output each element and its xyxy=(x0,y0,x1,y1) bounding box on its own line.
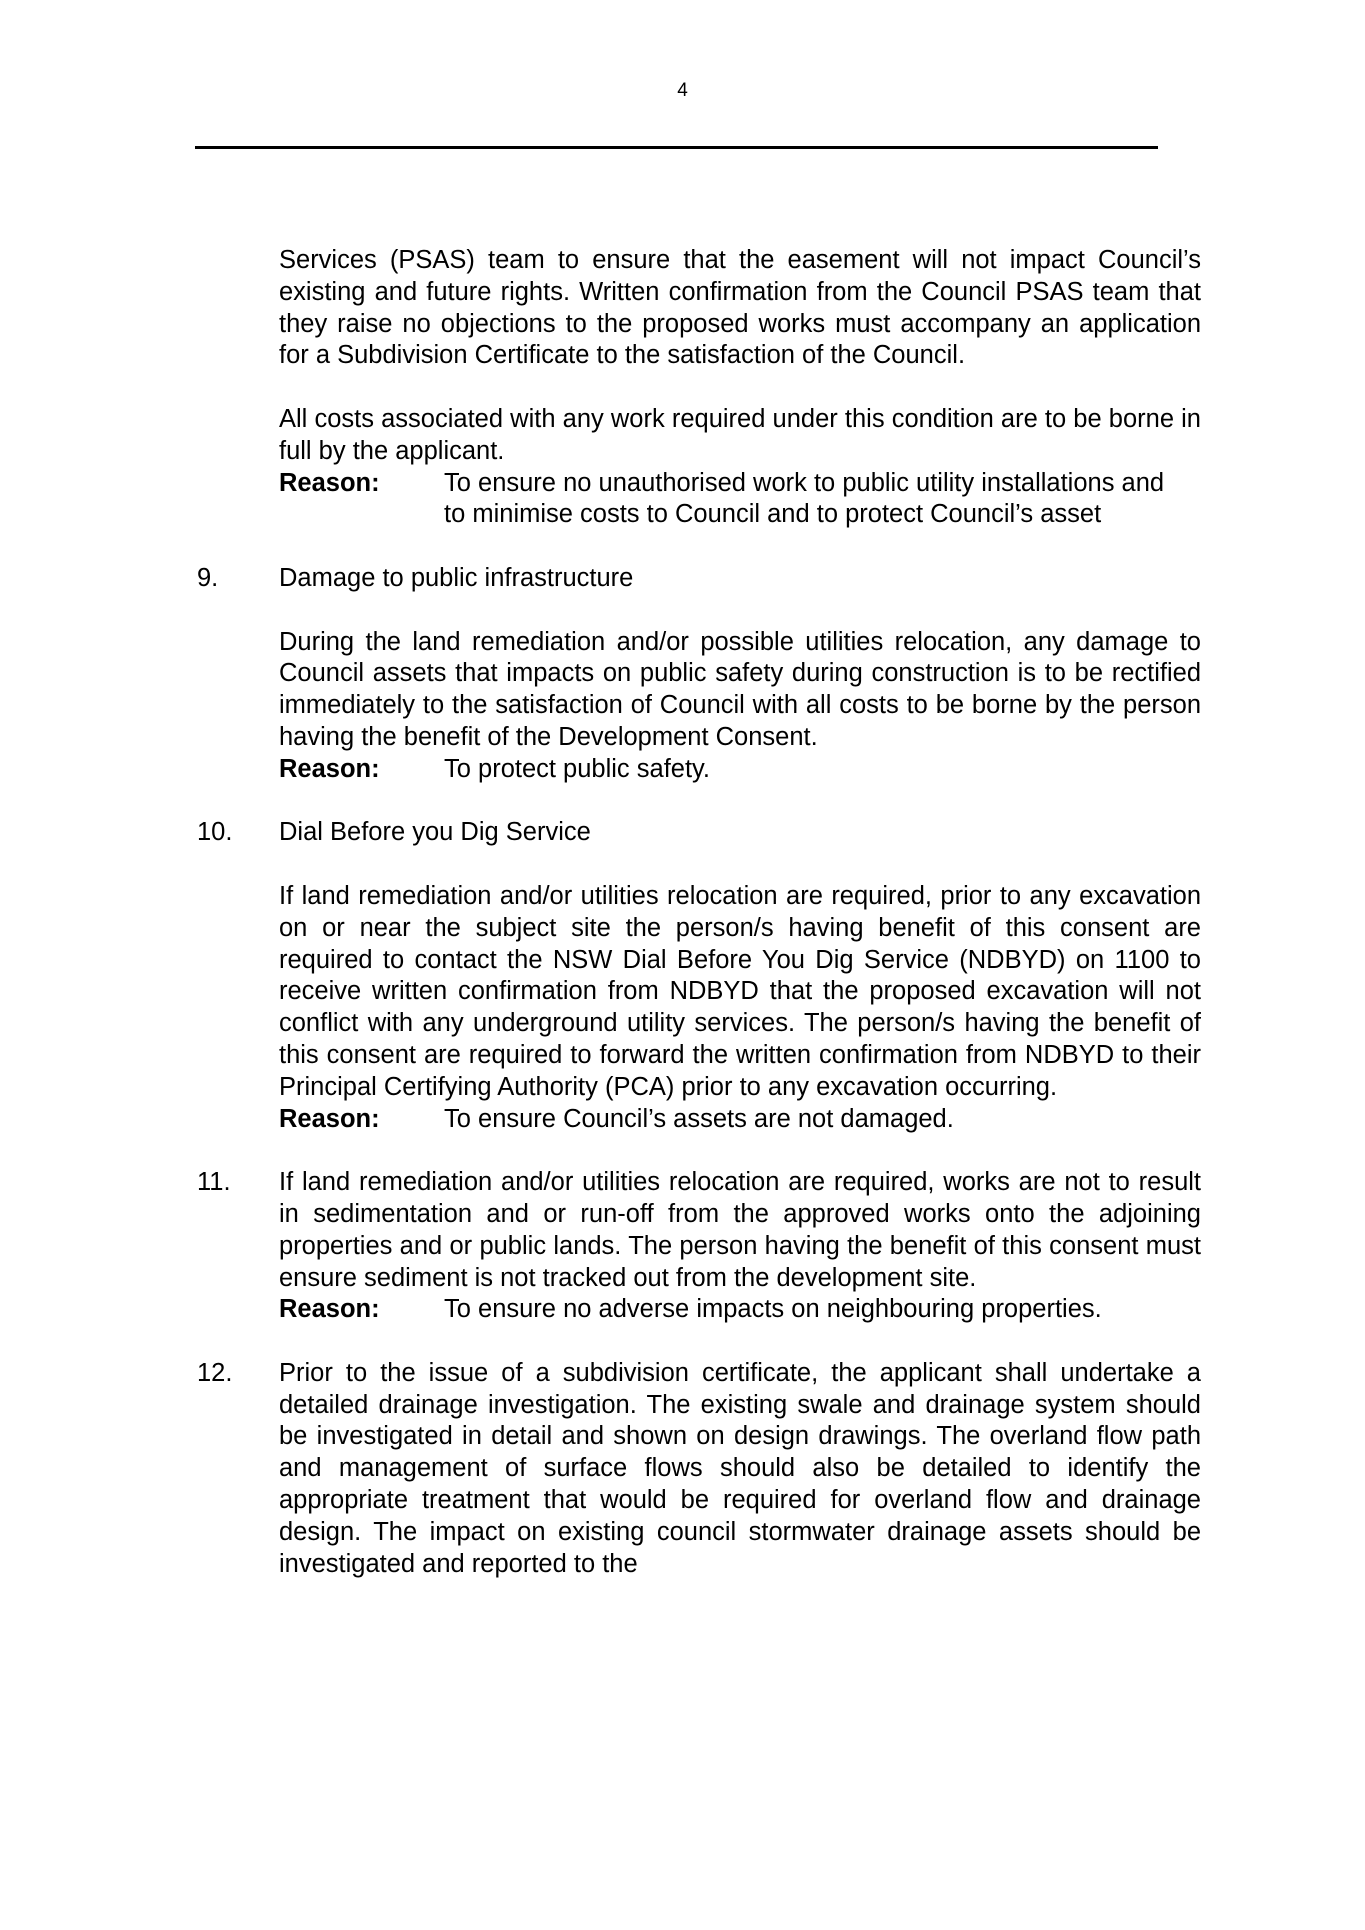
item-body: If land remediation and/or utilities relocation are required, prior to any excavation on or near the subject site the person/s having benefit of this consent are required to contact the NSW Dial Before You Dig Service (NDBYD) on 1100 to receive written confirmation from NDBYD that the proposed excavation will not conflict with any underground utility services. The person/s having the benefit of this consent are required to forward the written confirmation from NDBYD to their Principal Certifying Authority (PCA) prior to any excavation occurring. xyxy=(279,881,1201,1101)
condition-item-11 xyxy=(197,1167,1201,1326)
item-number: 12. xyxy=(197,1358,233,1387)
item-number: 9. xyxy=(197,563,219,592)
reason-label: Reason: xyxy=(279,1104,380,1133)
continuation-paragraph: Services (PSAS) team to ensure that the easement will not impact Council’s existing and future rights. Written confirmation from the Council PSAS team that they raise no objections to the proposed works must accompany an application for a Subdivision Certificate to the satisfaction of the Council. xyxy=(279,246,1201,370)
reason-label: Reason: xyxy=(279,754,380,783)
condition-item-12 xyxy=(197,1358,1201,1581)
reason-text: To ensure no adverse impacts on neighbouring properties. xyxy=(444,1295,1102,1324)
reason-text: To protect public safety. xyxy=(444,754,710,783)
item-body: If land remediation and/or utilities relocation are required, works are not to result in sedimentation and or run-off from the approved works onto the adjoining properties and or public lands. The person having the benefit of this consent must ensure sediment is not tracked out from the development site. xyxy=(279,1168,1201,1292)
item-body: During the land remediation and/or possible utilities relocation, any damage to Council assets that impacts on public safety during construction is to be rectified immediately to the satisfaction of Council with all costs to be borne by the person having the benefit of the Development Consent. xyxy=(279,627,1201,751)
item-heading: Dial Before you Dig Service xyxy=(279,818,591,847)
item-number: 11. xyxy=(197,1168,231,1197)
condition-item-10 xyxy=(197,817,1201,1135)
reason-line xyxy=(279,1294,1201,1326)
header-rule xyxy=(195,146,1158,149)
page-number: 4 xyxy=(677,80,688,101)
reason-text: To ensure no unauthorised work to public utility installations and to minimise costs to Council and to protect Council’s asset xyxy=(444,468,1165,529)
reason-line xyxy=(279,754,1201,786)
reason-line xyxy=(279,1104,1201,1136)
reason-line xyxy=(279,468,1201,532)
reason-label: Reason: xyxy=(279,468,380,497)
reason-text: To ensure Council’s assets are not damaged. xyxy=(444,1104,954,1133)
costs-paragraph: All costs associated with any work required under this condition are to be borne in full by the applicant. xyxy=(279,404,1201,465)
document-body xyxy=(0,245,1365,1580)
reason-label: Reason: xyxy=(279,1295,380,1324)
item-body: Prior to the issue of a subdivision certificate, the applicant shall undertake a detailed drainage investigation. The existing swale and drainage system should be investigated in detail and shown on design drawings. The overland flow path and management of surface flows should also be detailed to identify the appropriate treatment that would be required for overland flow and drainage design. The impact on existing council stormwater drainage assets should be investigated and reported to the xyxy=(279,1358,1201,1578)
condition-item-9 xyxy=(197,563,1201,786)
item-number: 10. xyxy=(197,818,233,847)
continuation-section xyxy=(279,245,1201,531)
item-heading: Damage to public infrastructure xyxy=(279,563,634,592)
